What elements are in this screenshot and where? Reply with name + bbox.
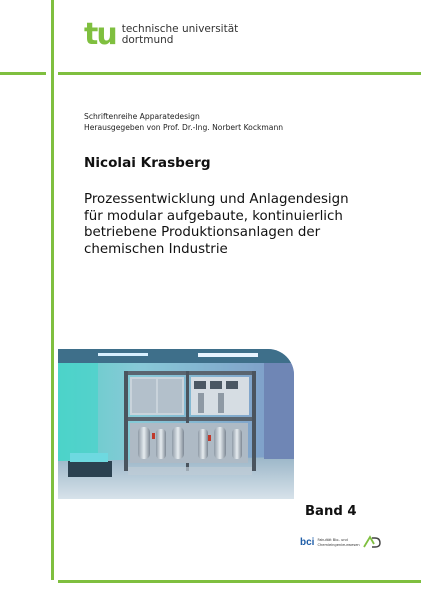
title-line: chemischen Industrie — [84, 241, 228, 257]
frame-line-top-left — [0, 72, 46, 75]
university-name — [122, 24, 239, 46]
publisher-sub-line2: Chemieingenieurwesen — [317, 542, 360, 547]
frame-line-top-right — [58, 72, 421, 75]
series-editor: Herausgegeben von Prof. Dr.-Ing. Norbert Kockmann — [84, 123, 284, 132]
publisher-sub-line1: Fakultät Bio- und — [317, 538, 348, 543]
series-info — [84, 111, 283, 133]
title-line: für modular aufgebaute, kontinuierlich — [84, 208, 343, 224]
book-title — [84, 192, 384, 258]
tu-logo-mark: tu — [84, 17, 116, 52]
frame-line-vertical — [51, 0, 54, 580]
title-line: betriebene Produktionsanlagen der — [84, 225, 321, 240]
cover-photo — [58, 349, 294, 499]
university-name-line1: technische universität — [121, 23, 239, 35]
author-name: Nicolai Krasberg — [84, 155, 211, 171]
series-name: Schriftenreihe Apparatedesign — [84, 112, 200, 121]
apparatedesign-logo-icon — [362, 534, 382, 553]
publisher-abbr: bci — [300, 537, 315, 548]
title-line: Prozessentwicklung und Anlagendesign — [84, 192, 349, 207]
volume-number: Band 4 — [305, 504, 357, 519]
frame-line-bottom — [58, 580, 421, 583]
university-name-line2: dortmund — [121, 34, 174, 46]
publisher-logo — [300, 537, 359, 548]
publisher-subtitle — [317, 538, 359, 547]
university-logo — [84, 17, 239, 52]
